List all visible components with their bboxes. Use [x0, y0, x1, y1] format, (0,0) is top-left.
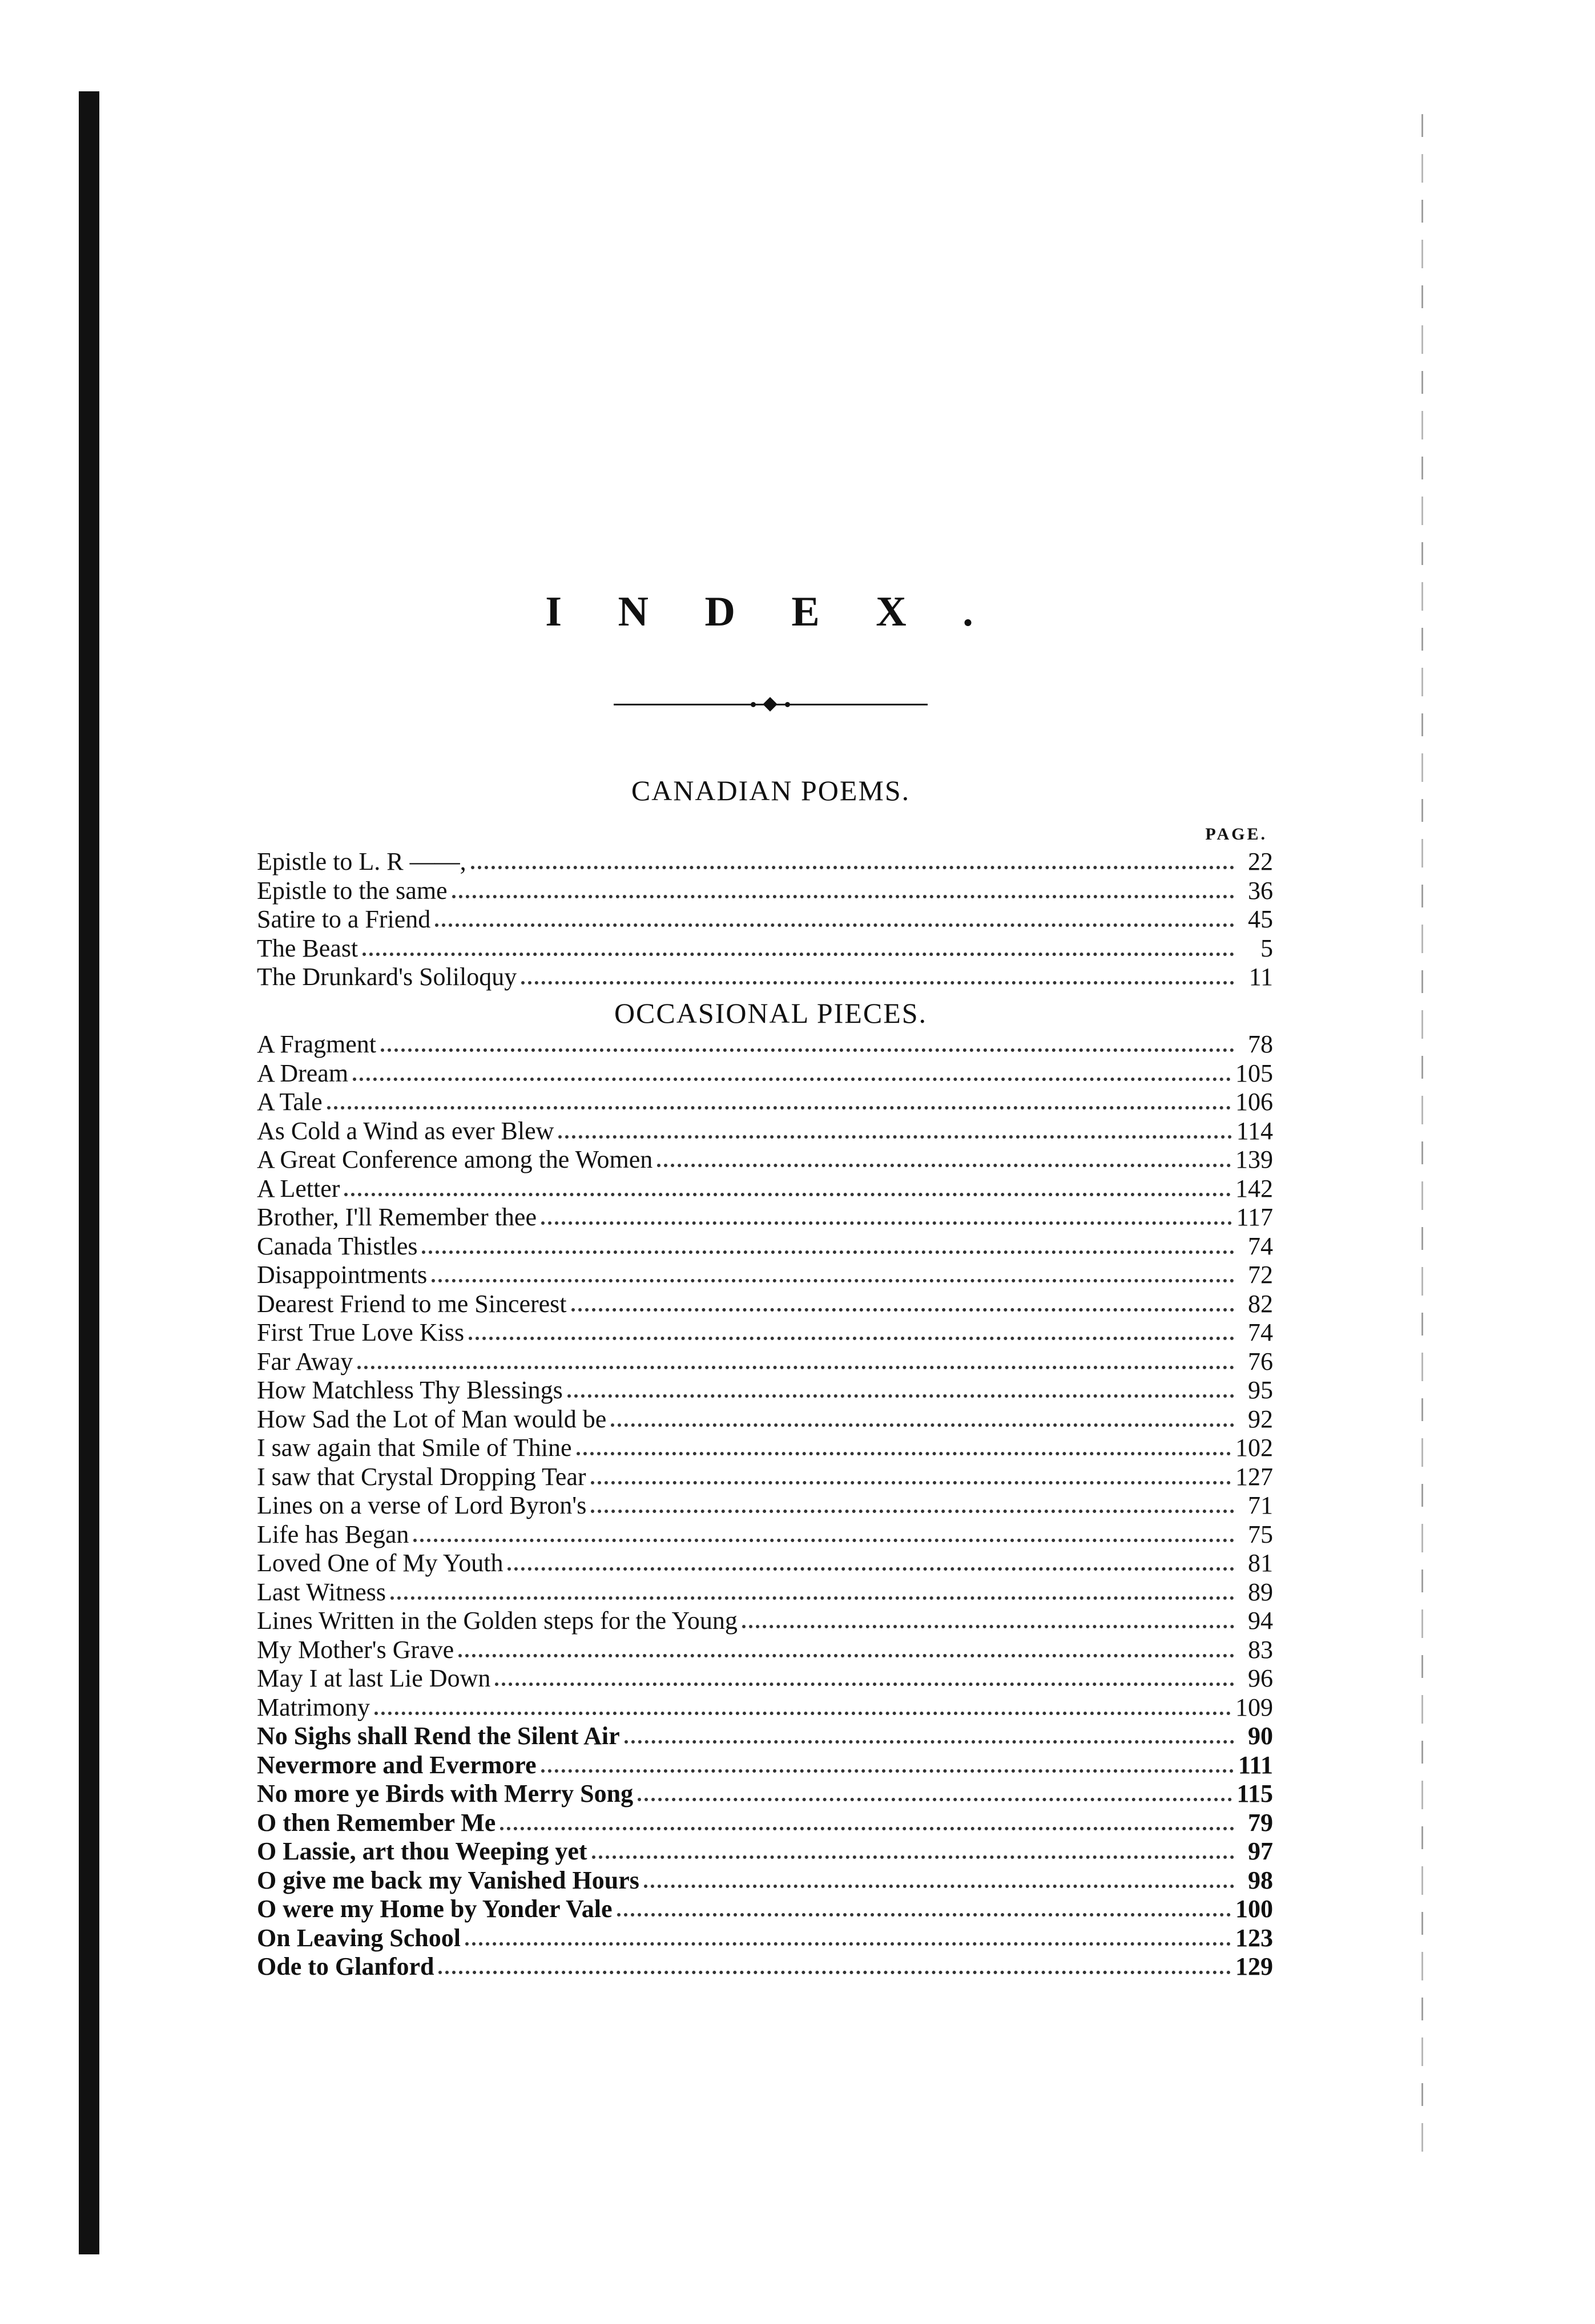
leader-dots — [500, 1827, 1234, 1830]
entry-title: Ode to Glanford — [257, 1952, 434, 1980]
leader-dots — [469, 1337, 1234, 1340]
entry-title: O Lassie, art thou Weeping yet — [257, 1837, 587, 1865]
entry-page-number: 76 — [1248, 1347, 1273, 1375]
index-entry — [257, 1175, 1273, 1204]
entry-page-number: 117 — [1236, 1203, 1273, 1231]
leader-dots — [577, 1452, 1231, 1455]
entry-page-number: 71 — [1248, 1491, 1273, 1519]
leader-dots — [541, 1769, 1234, 1773]
entry-page-number: 109 — [1235, 1693, 1273, 1721]
index-entry — [257, 1232, 1273, 1261]
index-entry — [257, 1145, 1273, 1175]
leader-dots — [592, 1855, 1234, 1859]
entry-page-number: 114 — [1236, 1116, 1273, 1145]
index-entry — [257, 1751, 1273, 1780]
entry-title: Satire to a Friend — [257, 905, 431, 933]
index-entry — [257, 1059, 1273, 1088]
entry-page-number: 75 — [1248, 1520, 1273, 1548]
entry-title: Lines on a verse of Lord Byron's — [257, 1491, 587, 1519]
entry-title: Brother, I'll Remember thee — [257, 1203, 537, 1231]
entry-title: Canada Thistles — [257, 1232, 418, 1260]
entry-page-number: 82 — [1248, 1289, 1273, 1318]
index-entry — [257, 1664, 1273, 1693]
index-entry — [257, 1952, 1273, 1982]
index-entry — [257, 1030, 1273, 1059]
leader-dots — [432, 1279, 1234, 1282]
index-entry — [257, 848, 1273, 877]
entry-page-number: 115 — [1236, 1780, 1273, 1807]
index-entry — [257, 1261, 1273, 1290]
leader-dots — [611, 1423, 1234, 1427]
leader-dots — [353, 1078, 1231, 1081]
entry-page-number: 94 — [1248, 1607, 1273, 1635]
leader-dots — [638, 1798, 1232, 1801]
entry-page-number: 142 — [1235, 1174, 1273, 1203]
leader-dots — [374, 1712, 1231, 1715]
leader-dots — [465, 1942, 1231, 1946]
page-title: I N D E X . — [545, 588, 996, 635]
leader-dots — [521, 981, 1234, 985]
occasional-pieces-list — [257, 1030, 1273, 1982]
entry-title: No more ye Birds with Merry Song — [257, 1780, 634, 1807]
entry-page-number: 78 — [1248, 1030, 1273, 1058]
entry-page-number: 98 — [1248, 1866, 1273, 1894]
entry-title: Dearest Friend to me Sincerest — [257, 1289, 567, 1318]
entry-page-number: 74 — [1248, 1232, 1273, 1260]
index-entry — [257, 1924, 1273, 1953]
leader-dots — [508, 1567, 1234, 1571]
leader-dots — [381, 1048, 1234, 1052]
entry-page-number: 45 — [1248, 905, 1273, 933]
leader-dots — [571, 1308, 1234, 1312]
title-ornament-divider — [614, 696, 928, 713]
entry-page-number: 92 — [1248, 1405, 1273, 1433]
entry-title: O were my Home by Yonder Vale — [257, 1895, 613, 1923]
entry-page-number: 139 — [1235, 1145, 1273, 1173]
index-entry — [257, 1088, 1273, 1117]
index-entry — [257, 905, 1273, 934]
entry-title: No Sighs shall Rend the Silent Air — [257, 1722, 620, 1750]
index-entry — [257, 1636, 1273, 1665]
entry-page-number: 96 — [1248, 1664, 1273, 1692]
leader-dots — [438, 1971, 1231, 1974]
index-entry — [257, 1434, 1273, 1463]
canadian-poems-list — [257, 848, 1273, 992]
index-entry — [257, 1405, 1273, 1434]
index-entry — [257, 1491, 1273, 1520]
entry-page-number: 22 — [1248, 848, 1273, 875]
index-entry — [257, 1866, 1273, 1895]
entry-page-number: 74 — [1248, 1318, 1273, 1346]
index-entry — [257, 1578, 1273, 1607]
entry-title: On Leaving School — [257, 1923, 461, 1952]
entry-title: As Cold a Wind as ever Blew — [257, 1116, 554, 1145]
entry-title: May I at last Lie Down — [257, 1664, 491, 1692]
index-entry — [257, 1780, 1273, 1809]
entry-page-number: 95 — [1248, 1376, 1273, 1404]
entry-title: A Fragment — [257, 1030, 376, 1058]
index-entry — [257, 1203, 1273, 1232]
entry-page-number: 97 — [1248, 1837, 1273, 1865]
index-entry — [257, 1318, 1273, 1347]
leader-dots — [617, 1913, 1231, 1917]
leader-dots — [742, 1625, 1234, 1628]
index-entry — [257, 1463, 1273, 1492]
entry-title: The Beast — [257, 934, 359, 962]
index-entry — [257, 1290, 1273, 1319]
index-entry — [257, 963, 1273, 992]
index-entry — [257, 1837, 1273, 1866]
book-spine-shadow — [79, 91, 99, 2254]
entry-title: Loved One of My Youth — [257, 1549, 504, 1577]
leader-dots — [413, 1539, 1234, 1542]
entry-title: Matrimony — [257, 1693, 370, 1721]
entry-page-number: 83 — [1248, 1635, 1273, 1664]
leader-dots — [471, 866, 1234, 869]
leader-dots — [357, 1366, 1234, 1369]
index-entry — [257, 1520, 1273, 1550]
leader-dots — [344, 1193, 1231, 1196]
index-entry — [257, 877, 1273, 906]
section-heading-canadian-poems: CANADIAN POEMS. — [631, 774, 911, 806]
index-entry — [257, 1693, 1273, 1722]
entry-title: Far Away — [257, 1347, 353, 1375]
entry-page-number: 105 — [1235, 1059, 1273, 1087]
entry-title: Nevermore and Evermore — [257, 1750, 537, 1779]
entry-title: How Sad the Lot of Man would be — [257, 1405, 607, 1433]
entry-page-number: 36 — [1248, 876, 1273, 905]
leader-dots — [591, 1481, 1231, 1484]
entry-title: I saw that Crystal Dropping Tear — [257, 1462, 586, 1491]
entry-title: First True Love Kiss — [257, 1318, 465, 1346]
leader-dots — [327, 1106, 1231, 1109]
entry-title: The Drunkard's Soliloquy — [257, 963, 517, 991]
entry-title: Life has Began — [257, 1520, 409, 1548]
leader-dots — [625, 1740, 1234, 1744]
entry-page-number: 89 — [1248, 1577, 1273, 1606]
entry-title: Epistle to L. R ——, — [257, 848, 466, 875]
entry-page-number: 79 — [1248, 1808, 1273, 1837]
leader-dots — [422, 1250, 1234, 1254]
entry-page-number: 81 — [1248, 1549, 1273, 1577]
leader-dots — [362, 953, 1234, 956]
leader-dots — [558, 1135, 1231, 1139]
leader-dots — [591, 1510, 1234, 1513]
leader-dots — [657, 1164, 1231, 1167]
index-entry — [257, 1347, 1273, 1377]
leader-dots — [452, 895, 1234, 898]
leader-dots — [644, 1885, 1234, 1888]
entry-title: A Tale — [257, 1088, 323, 1116]
entry-title: A Dream — [257, 1059, 349, 1087]
entry-title: Epistle to the same — [257, 876, 448, 905]
index-entry — [257, 1607, 1273, 1636]
entry-page-number: 127 — [1235, 1462, 1273, 1491]
entry-title: I saw again that Smile of Thine — [257, 1434, 572, 1462]
entry-page-number: 129 — [1235, 1952, 1273, 1980]
index-entry — [257, 1376, 1273, 1405]
index-entry — [257, 934, 1273, 963]
leader-dots — [390, 1596, 1234, 1600]
leader-dots — [541, 1221, 1232, 1225]
entry-page-number: 102 — [1235, 1434, 1273, 1462]
entry-title: How Matchless Thy Blessings — [257, 1376, 563, 1404]
index-entry — [257, 1722, 1273, 1751]
entry-title: My Mother's Grave — [257, 1635, 454, 1664]
index-entry — [257, 1549, 1273, 1578]
index-entry — [257, 1895, 1273, 1924]
entry-page-number: 90 — [1248, 1722, 1273, 1750]
leader-dots — [567, 1394, 1234, 1398]
leader-dots — [458, 1654, 1234, 1657]
index-entry — [257, 1809, 1273, 1838]
entry-title: A Great Conference among the Women — [257, 1145, 653, 1173]
index-entry — [257, 1117, 1273, 1146]
page-edge-mark — [1421, 114, 1423, 2169]
entry-page-number: 5 — [1260, 934, 1273, 962]
entry-title: A Letter — [257, 1174, 340, 1203]
entry-page-number: 106 — [1235, 1088, 1273, 1116]
entry-title: O give me back my Vanished Hours — [257, 1866, 639, 1894]
entry-page-number: 111 — [1238, 1750, 1273, 1779]
entry-title: Disappointments — [257, 1261, 428, 1289]
entry-page-number: 100 — [1235, 1895, 1273, 1923]
entry-title: Last Witness — [257, 1577, 386, 1606]
section-heading-occasional-pieces: OCCASIONAL PIECES. — [614, 997, 928, 1029]
entry-title: O then Remember Me — [257, 1808, 496, 1837]
entry-title: Lines Written in the Golden steps for the Young — [257, 1607, 738, 1635]
leader-dots — [435, 923, 1234, 927]
entry-page-number: 72 — [1248, 1261, 1273, 1289]
page-column-label: PAGE. — [1205, 825, 1267, 844]
entry-page-number: 11 — [1248, 963, 1273, 991]
leader-dots — [495, 1683, 1234, 1686]
entry-page-number: 123 — [1235, 1923, 1273, 1952]
